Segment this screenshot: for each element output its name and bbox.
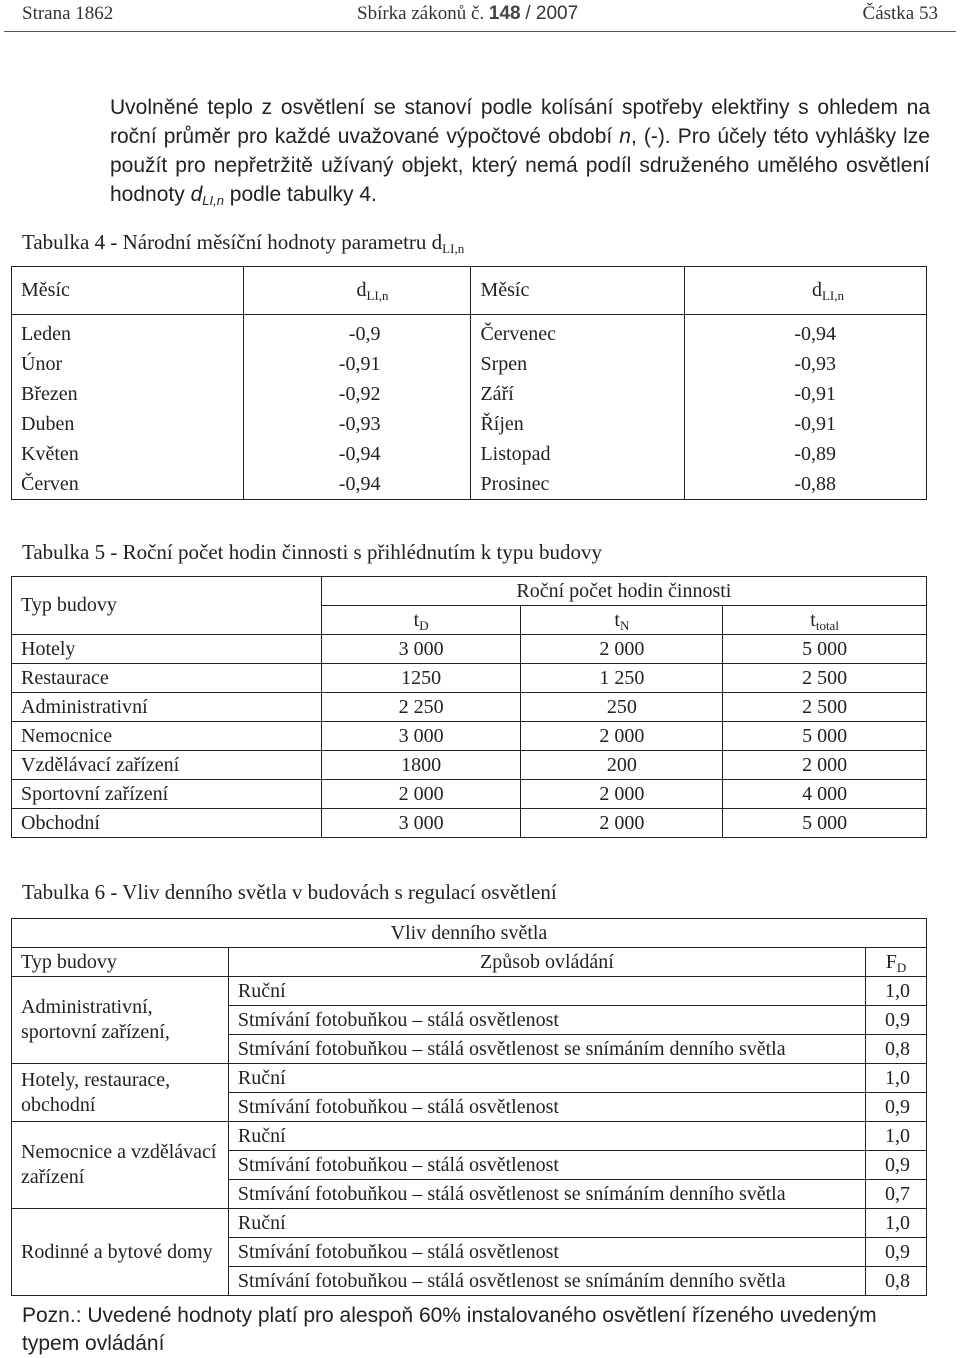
intro-var-d-base: d — [190, 183, 203, 206]
table6-fd-cell: 0,9 — [866, 1006, 927, 1035]
table6-type-cell: Rodinné a bytové domy — [12, 1209, 229, 1296]
table5-row — [12, 693, 927, 722]
table6-mode-cell: Ruční — [228, 1064, 865, 1093]
table5-type-cell: Obchodní — [12, 809, 322, 838]
table4-row — [12, 379, 927, 409]
table6-fd-cell: 0,7 — [866, 1180, 927, 1209]
table5-col-tn — [521, 606, 723, 635]
table5-row — [12, 780, 927, 809]
table6-col-mode: Způsob ovládání — [228, 948, 865, 977]
table5-col-group: Roční počet hodin činnosti — [321, 577, 926, 606]
table5-tn-cell: 250 — [521, 693, 723, 722]
table5-body — [12, 577, 927, 838]
collection-label — [357, 3, 578, 25]
table6-row — [12, 1122, 927, 1151]
table4-caption-text: Tabulka 4 - Národní měsíční hodnoty parametru d — [22, 230, 443, 254]
table5-col-td-sub: D — [419, 617, 429, 633]
table5-td-cell: 3 000 — [321, 722, 521, 751]
table4-row — [12, 469, 927, 500]
table4-col-d-1 — [243, 267, 471, 315]
page-number: Strana 1862 — [22, 3, 114, 24]
table6-fd-cell: 0,8 — [866, 1267, 927, 1296]
table4-row — [12, 409, 927, 439]
table6-fd-cell: 0,8 — [866, 1035, 927, 1064]
table6-mode-cell: Stmívání fotobuňkou – stálá osvětlenost — [228, 1238, 865, 1267]
intro-var-n: n — [619, 125, 631, 148]
intro-part-3: podle tabulky 4. — [223, 183, 377, 206]
table6-fd-cell: 0,9 — [866, 1093, 927, 1122]
table4-month-cell: Prosinec — [471, 469, 685, 500]
table5-tn-cell: 1 250 — [521, 664, 723, 693]
table5-ttotal-cell: 4 000 — [723, 780, 927, 809]
table4-col-d-2-base: d — [811, 279, 822, 301]
table6-fd-cell: 1,0 — [866, 1122, 927, 1151]
table6-mode-cell: Stmívání fotobuňkou – stálá osvětlenost se snímáním denního světla — [228, 1180, 865, 1209]
table5-type-cell: Administrativní — [12, 693, 322, 722]
law-year: / 2007 — [525, 3, 579, 24]
table5-col-tt-sub: total — [815, 617, 839, 633]
table6-fd-cell: 0,9 — [866, 1151, 927, 1180]
table6-col-fd-sub: D — [896, 959, 907, 975]
table4-col-d-1-base: d — [356, 279, 367, 301]
table5-col-tn-base: t — [614, 608, 620, 631]
table6-mode-cell: Stmívání fotobuňkou – stálá osvětlenost — [228, 1006, 865, 1035]
table6-row — [12, 1209, 927, 1238]
intro-var-d — [191, 183, 224, 206]
table4-month-cell: Červenec — [471, 315, 685, 350]
table5-tn-cell: 2 000 — [521, 722, 723, 751]
table5-col-td-base: t — [413, 608, 420, 631]
table5-ttotal-cell: 5 000 — [723, 722, 927, 751]
page-header — [0, 0, 960, 32]
table6-mode-cell: Ruční — [228, 1122, 865, 1151]
table4-month-cell: Leden — [12, 315, 244, 350]
table6-caption: Tabulka 6 - Vliv denního světla v budovách s regulací osvětlení — [22, 880, 557, 904]
law-number: 148 — [488, 3, 521, 24]
intro-var-d-sub: LI,n — [202, 193, 224, 208]
table4-month-cell: Srpen — [471, 349, 685, 379]
table5-type-cell: Vzdělávací zařízení — [12, 751, 322, 780]
table4-col-month-2: Měsíc — [471, 267, 685, 315]
table5-header-row-1 — [12, 577, 927, 606]
table4-month-cell: Listopad — [471, 439, 685, 469]
table5-tn-cell: 2 000 — [521, 809, 723, 838]
table6-fd-cell: 1,0 — [866, 977, 927, 1006]
table5-type-cell: Nemocnice — [12, 722, 322, 751]
table6-type-cell: Hotely, restaurace, obchodní — [12, 1064, 229, 1122]
table5-row — [12, 635, 927, 664]
table5-col-td — [321, 606, 521, 635]
table5 — [11, 576, 927, 838]
intro-paragraph — [110, 93, 930, 209]
table6-header-row-2 — [12, 948, 927, 977]
table4-month-cell: Únor — [12, 349, 244, 379]
table5-type-cell: Sportovní zařízení — [12, 780, 322, 809]
table5-type-cell: Hotely — [12, 635, 322, 664]
table5-td-cell: 2 000 — [321, 780, 521, 809]
table6-fd-cell: 1,0 — [866, 1209, 927, 1238]
table5-td-cell: 3 000 — [321, 809, 521, 838]
table5-row — [12, 809, 927, 838]
table6-row — [12, 1064, 927, 1093]
table6-col-fd — [866, 948, 927, 977]
table5-row — [12, 722, 927, 751]
intro-part-1: Uvolněné teplo z osvětlení se stanoví podle kolísání spotřeby elektřiny s ohledem na roční průměr pro každé uvažované výpočtové období — [110, 96, 930, 148]
table4-value-cell: -0,88 — [794, 472, 836, 495]
footnote: Pozn.: Uvedené hodnoty platí pro alespoň 60% instalovaného osvětlení řízeného uvedeným typem ovládání — [22, 1304, 877, 1355]
table4-value-cell: -0,94 — [794, 322, 836, 345]
table4-month-cell: Duben — [12, 409, 244, 439]
table5-ttotal-cell: 2 000 — [723, 751, 927, 780]
intro-text — [110, 93, 930, 209]
table5-td-cell: 1800 — [321, 751, 521, 780]
table4-value-cell: -0,93 — [243, 409, 471, 439]
table5-ttotal-cell: 5 000 — [723, 809, 927, 838]
table5-caption: Tabulka 5 - Roční počet hodin činnosti s přihlédnutím k typu budovy — [22, 540, 603, 564]
header-rule — [4, 31, 956, 32]
table4-header-row — [12, 267, 927, 315]
table6-col-type: Typ budovy — [12, 948, 229, 977]
table5-row — [12, 664, 927, 693]
table4-col-d-2 — [685, 267, 927, 315]
table4-body — [12, 267, 927, 500]
table6-group-header: Vliv denního světla — [12, 919, 927, 948]
table4-value-cell: -0,92 — [243, 379, 471, 409]
table5-col-type: Typ budovy — [12, 577, 322, 635]
table5-tn-cell: 200 — [521, 751, 723, 780]
table4-value-cell: -0,91 — [243, 349, 471, 379]
table5-type-cell: Restaurace — [12, 664, 322, 693]
table4-month-cell: Říjen — [471, 409, 685, 439]
table6-fd-cell: 0,9 — [866, 1238, 927, 1267]
part-label: Částka 53 — [862, 3, 938, 24]
table5-tn-cell: 2 000 — [521, 635, 723, 664]
table4-month-cell: Září — [471, 379, 685, 409]
table4-row — [12, 439, 927, 469]
table6-type-cell: Administrativní, sportovní zařízení, — [12, 977, 229, 1064]
table4-value-cell: -0,94 — [243, 469, 471, 500]
table4-value-cell: -0,94 — [243, 439, 471, 469]
table6 — [11, 918, 927, 1296]
table6-col-fd-base: F — [885, 950, 897, 973]
table4-col-month-1: Měsíc — [12, 267, 244, 315]
table6-mode-cell: Stmívání fotobuňkou – stálá osvětlenost — [228, 1151, 865, 1180]
table6-row — [12, 977, 927, 1006]
table6-type-cell: Nemocnice a vzdělávací zařízení — [12, 1122, 229, 1209]
table4-value-cell: -0,89 — [794, 442, 836, 465]
table5-row — [12, 751, 927, 780]
table4-value-cell: -0,91 — [794, 382, 836, 405]
table5-col-ttotal — [723, 606, 927, 635]
table5-ttotal-cell: 5 000 — [723, 635, 927, 664]
table6-header-row-1 — [12, 919, 927, 948]
table6-mode-cell: Ruční — [228, 1209, 865, 1238]
table4-month-cell: Červen — [12, 469, 244, 500]
table4-value-cell: -0,91 — [794, 412, 836, 435]
table6-body — [12, 919, 927, 1296]
table4-caption-sub: LI,n — [442, 241, 465, 256]
table4-month-cell: Březen — [12, 379, 244, 409]
table4-row — [12, 315, 927, 350]
table5-td-cell: 2 250 — [321, 693, 521, 722]
table5-td-cell: 1250 — [321, 664, 521, 693]
table5-td-cell: 3 000 — [321, 635, 521, 664]
table4-row — [12, 349, 927, 379]
table6-mode-cell: Stmívání fotobuňkou – stálá osvětlenost — [228, 1093, 865, 1122]
table4-caption — [22, 230, 464, 255]
table5-col-tn-sub: N — [619, 617, 630, 633]
table4-col-d-2-sub: LI,n — [821, 288, 844, 303]
table5-ttotal-cell: 2 500 — [723, 693, 927, 722]
table4 — [11, 266, 927, 500]
table5-tn-cell: 2 000 — [521, 780, 723, 809]
table4-value-cell: -0,9 — [243, 315, 471, 350]
table4-col-d-1-sub: LI,n — [366, 288, 389, 303]
table4-value-cell: -0,93 — [794, 352, 836, 375]
intro-part-2: , (-). Pro účely této vyhlášky lze použít pro nepřetržitě užívaný objekt, který nemá podíl sdruženého umělého osvětlení hodnoty — [110, 125, 930, 206]
table6-mode-cell: Ruční — [228, 977, 865, 1006]
table4-month-cell: Květen — [12, 439, 244, 469]
table5-ttotal-cell: 2 500 — [723, 664, 927, 693]
table6-mode-cell: Stmívání fotobuňkou – stálá osvětlenost se snímáním denního světla — [228, 1035, 865, 1064]
table5-col-tt-base: t — [810, 608, 816, 631]
table6-fd-cell: 1,0 — [866, 1064, 927, 1093]
collection-text: Sbírka zákonů č. — [357, 3, 485, 24]
table6-mode-cell: Stmívání fotobuňkou – stálá osvětlenost se snímáním denního světla — [228, 1267, 865, 1296]
